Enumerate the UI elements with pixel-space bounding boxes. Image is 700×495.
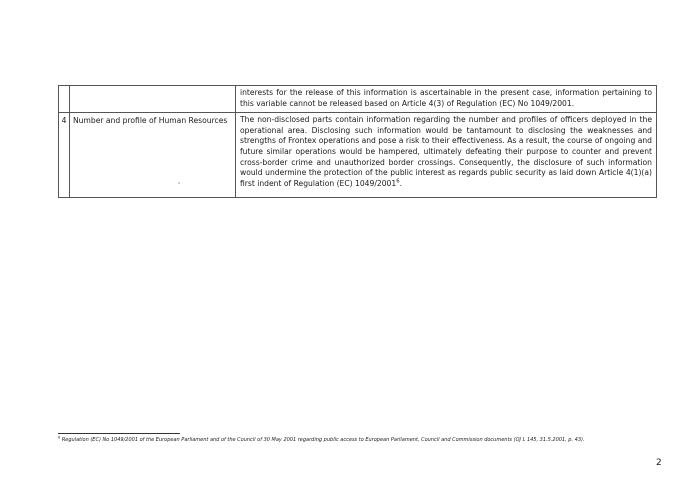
page-number: 2	[656, 458, 662, 468]
row-text-cell: interests for the release of this information is ascertainable in the present case, information pertaining to this variable cannot be released based on Article 4(3) of Regulation (EC) No 1049/2001.	[236, 86, 657, 113]
row-number-cell	[59, 86, 70, 113]
justification-table	[58, 85, 657, 198]
footnote-reference: 6	[396, 178, 400, 185]
footnote-divider	[58, 433, 180, 434]
table-row	[59, 86, 657, 113]
table-row	[59, 113, 657, 198]
row-label-cell	[70, 86, 236, 113]
footnote-marker: 6	[58, 435, 61, 440]
row-text-body: The non-disclosed parts contain information regarding the number and profiles of officers deployed in the operational area. Disclosing such information would be tantamount to disclosing the weaknesses and strengths of Frontex operations and pose a risk to their effectiveness. As a result, the course of ongoing and future similar operations would be hampered, ultimately defeating their purpose to counter and prevent cross-border crime and unauthorized border crossings. Consequently, the disclosure of such information would undermine the protection of the public interest as regards public security as laid down Article 4(1)(a) first indent of Regulation (EC) 1049/2001	[240, 115, 652, 188]
row-text-end: .	[399, 178, 403, 188]
footnote-text: Regulation (EC) No 1049/2001 of the European Parliament and of the Council of 30 May 2001 regarding public access to European Parliament, Council and Commission documents (OJ L 145, 31.5.2001, p. 43).	[60, 437, 585, 443]
scan-speck	[178, 182, 180, 184]
row-label-cell: Number and profile of Human Resources	[70, 113, 236, 198]
footnote	[58, 437, 658, 444]
row-number-cell: 4	[59, 113, 70, 198]
row-text-cell	[236, 113, 657, 198]
